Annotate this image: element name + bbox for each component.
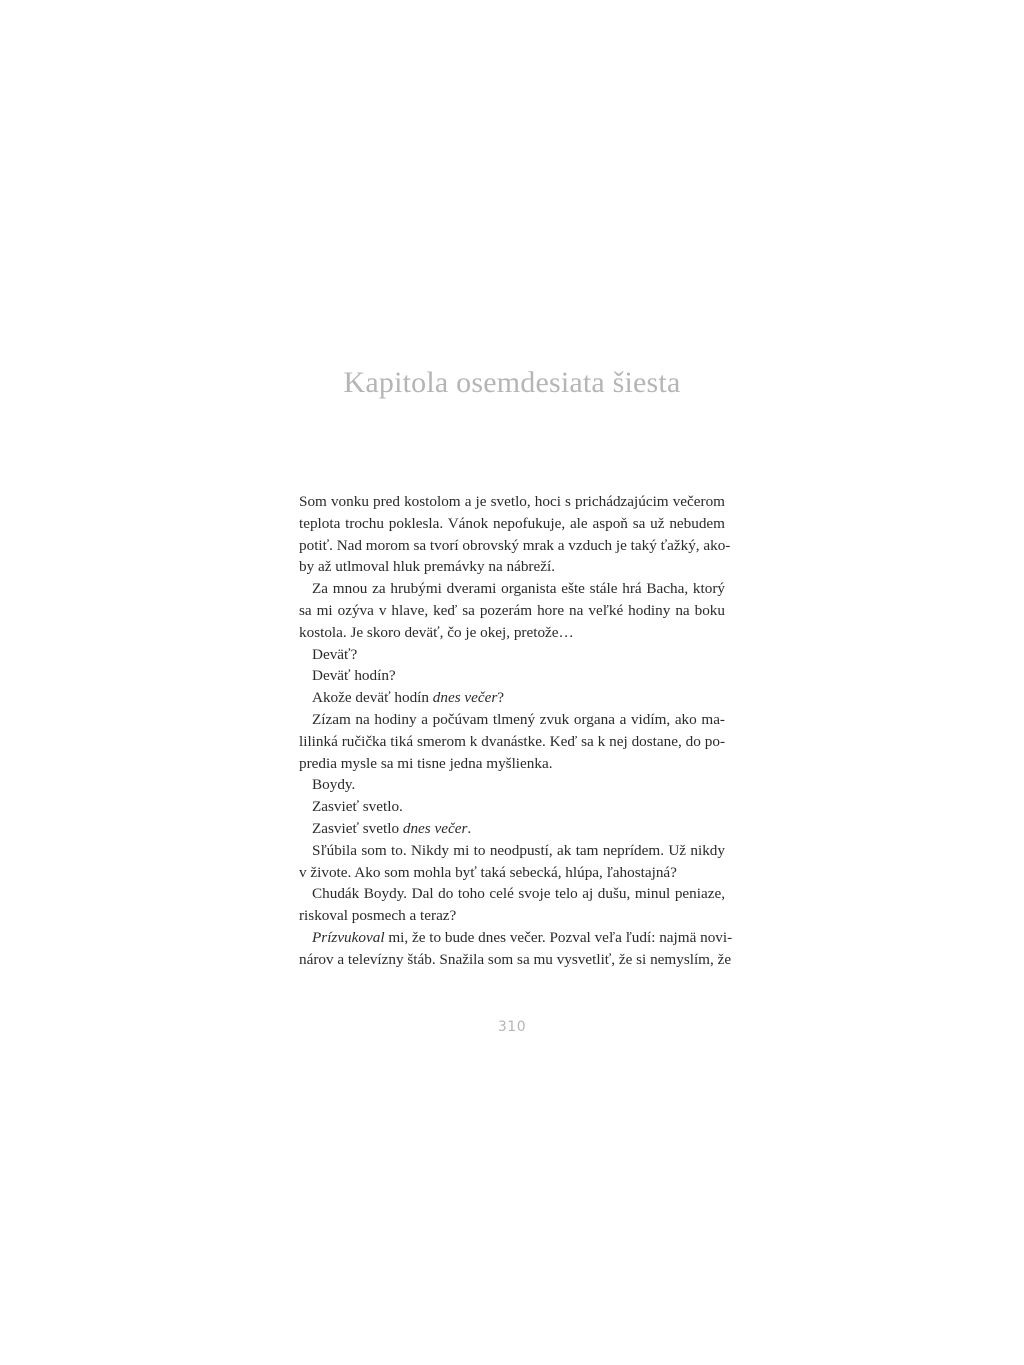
text-line: sa mi ozýva v hlave, keď sa pozerám hore na veľké hodiny na boku bbox=[299, 601, 725, 619]
text-segment: ? bbox=[497, 689, 505, 707]
emphasized-text: Prízvukoval bbox=[312, 928, 385, 946]
emphasized-text: dnes večer bbox=[402, 819, 468, 837]
text-line: Deväť? bbox=[312, 645, 358, 663]
text-line: Zasvieť svetlo. bbox=[312, 798, 403, 816]
text-line bbox=[299, 927, 733, 949]
text-line: kostola. Je skoro deväť, čo je okej, pretože… bbox=[299, 623, 574, 641]
text-segment: Zasvieť svetlo bbox=[312, 819, 403, 837]
text-line: v živote. Ako som mohla byť taká sebecká, hlúpa, ľahostajná? bbox=[299, 863, 677, 881]
text-line: Za mnou za hrubými dverami organista ešte stále hrá Bacha, ktorý bbox=[312, 580, 725, 598]
text-line: Boydy. bbox=[312, 776, 356, 794]
text-segment: . bbox=[467, 819, 472, 837]
text-line: Deväť hodín? bbox=[312, 667, 396, 685]
text-line: teplota trochu poklesla. Vánok nepofukuje, ale aspoň sa už nebudem bbox=[299, 514, 725, 532]
chapter-body-text bbox=[299, 491, 733, 971]
page-number: 310 bbox=[497, 1019, 527, 1035]
text-line: potiť. Nad morom sa tvorí obrovský mrak a vzduch je taký ťažký, ako- bbox=[299, 536, 731, 554]
text-line: nárov a televízny štáb. Snažila som sa mu vysvetliť, že si nemyslím, že bbox=[299, 950, 732, 968]
text-segment: Akože deväť hodín bbox=[312, 689, 433, 707]
text-line: Som vonku pred kostolom a je svetlo, hoci s prichádzajúcim večerom bbox=[299, 493, 725, 510]
text-line: predia mysle sa mi tisne jedna myšlienka. bbox=[299, 754, 553, 772]
text-line: lilinká ručička tiká smerom k dvanástke. Keď sa k nej dostane, do po- bbox=[299, 732, 725, 750]
text-line: Sľúbila som to. Nikdy mi to neodpustí, ak tam neprídem. Už nikdy bbox=[312, 841, 725, 859]
chapter-title: Kapitola osemdesiata šiesta bbox=[343, 366, 681, 399]
text-line: riskoval posmech a teraz? bbox=[299, 907, 457, 925]
text-line bbox=[299, 687, 725, 709]
emphasized-text: dnes večer bbox=[432, 689, 498, 707]
text-line: Chudák Boydy. Dal do toho celé svoje telo aj dušu, minul peniaze, bbox=[312, 885, 725, 903]
text-line bbox=[299, 818, 725, 840]
text-segment: mi, že to bude dnes večer. Pozval veľa ľudí: najmä novi- bbox=[384, 928, 733, 946]
text-line: Zízam na hodiny a počúvam tlmený zvuk organa a vidím, ako ma- bbox=[312, 710, 725, 728]
text-line: by až utlmoval hluk premávky na nábreží. bbox=[299, 558, 555, 576]
